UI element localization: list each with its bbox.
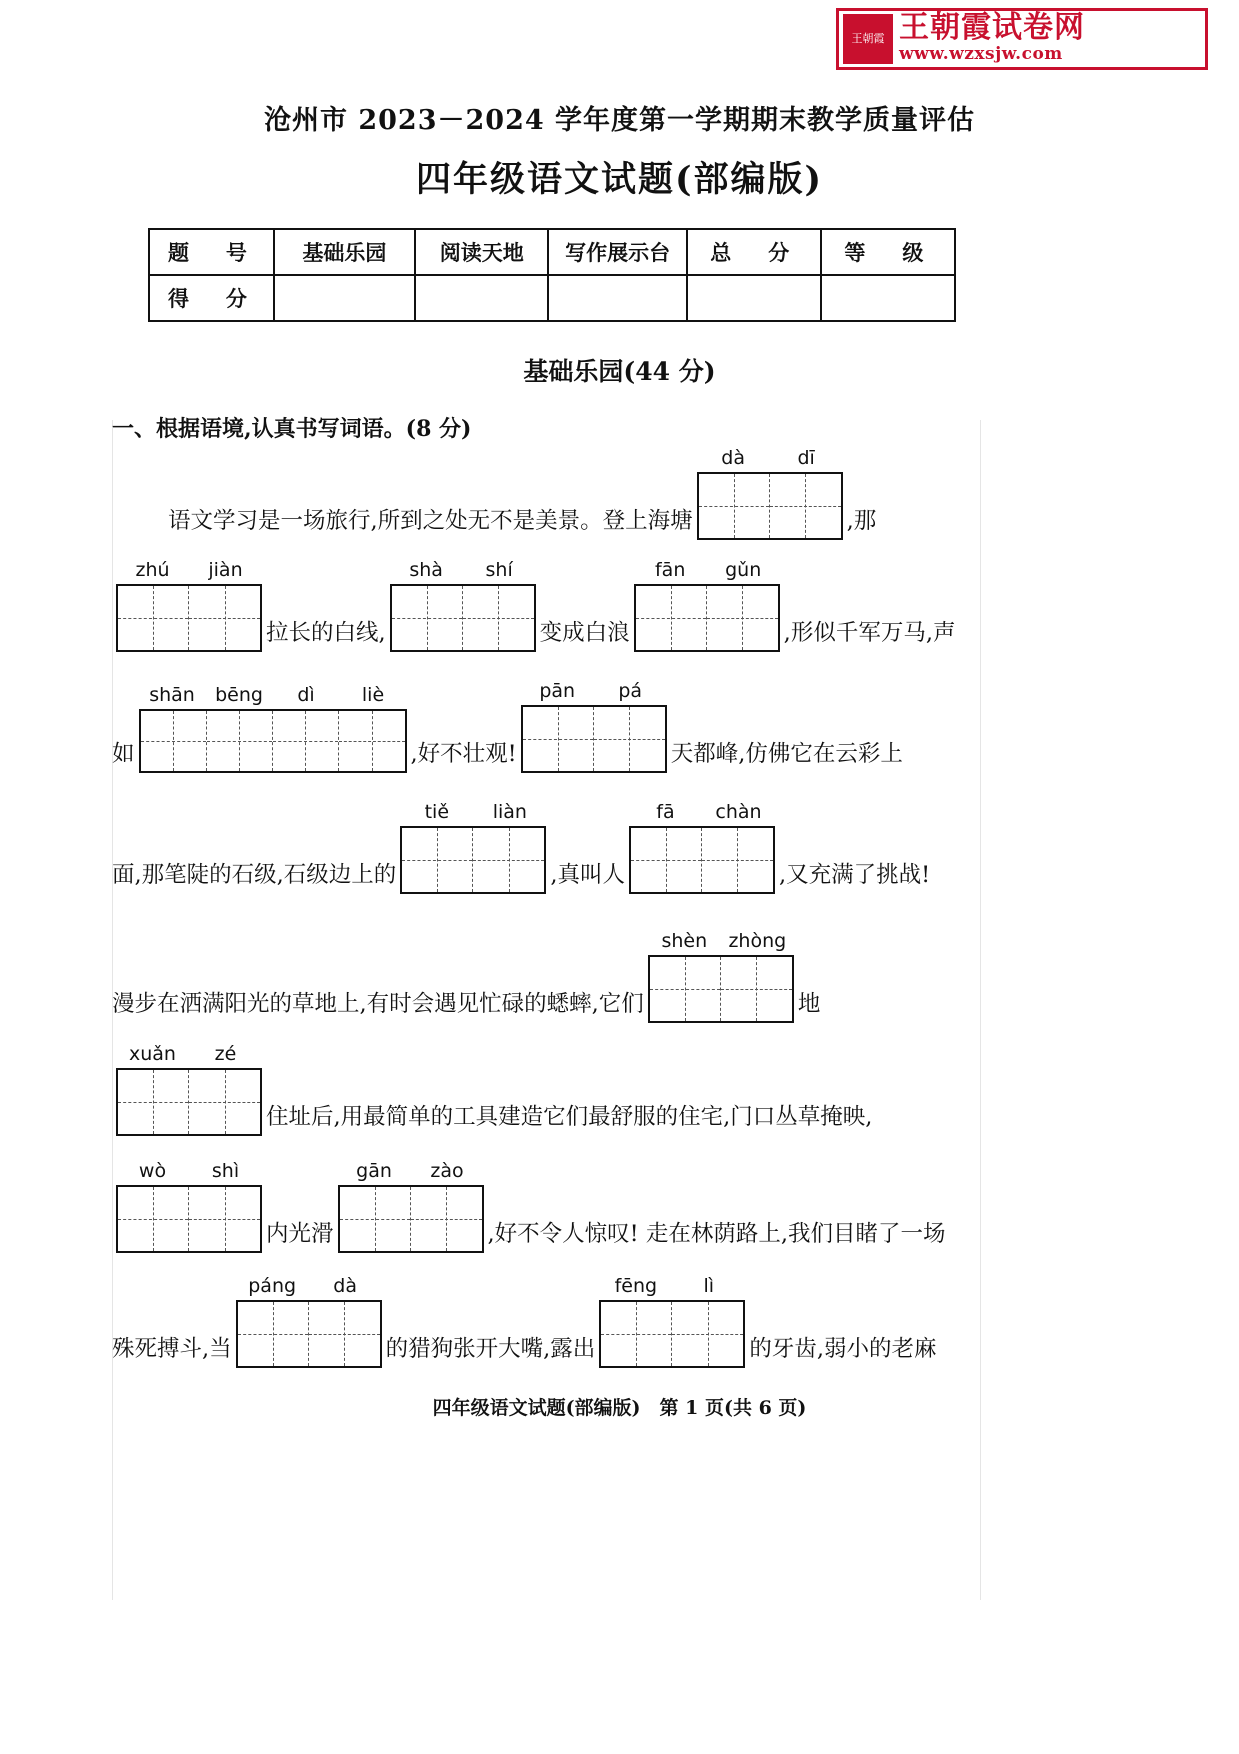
- q1-text-11: ,又充满了挑战!: [778, 862, 931, 889]
- brand-text: [899, 9, 1085, 65]
- question-1-title: 一、根据语境,认真书写词语。(8 分): [112, 416, 472, 442]
- writing-cell[interactable]: [636, 586, 707, 650]
- writing-cells-b14[interactable]: [599, 1300, 745, 1368]
- pinyin-box-b4[interactable]: [634, 559, 780, 652]
- writing-cells-b7[interactable]: [400, 826, 546, 894]
- writing-cell[interactable]: [594, 707, 665, 771]
- q1-text-7: ,好不壮观!: [410, 741, 517, 768]
- page-title-line1: 沧州市 2023－2024 学年度第一学期期末教学质量评估: [263, 105, 976, 136]
- q1-text-10: ,真叫人: [550, 862, 625, 889]
- pinyin-box-b12[interactable]: [338, 1160, 484, 1253]
- table-row: [149, 275, 955, 321]
- score-table-row-label: 题 号: [149, 229, 274, 275]
- q1-text-6: 如: [112, 741, 135, 768]
- pinyin-label-b8: fā chàn: [656, 801, 762, 824]
- writing-cells-b3[interactable]: [390, 584, 536, 652]
- writing-cell[interactable]: [523, 707, 594, 771]
- pinyin-label-b14: fēng lì: [614, 1275, 715, 1298]
- writing-cells-b8[interactable]: [629, 826, 775, 894]
- section-title: 基础乐园(44 分): [523, 357, 716, 386]
- page-footer: 四年级语文试题(部编版) 第 1 页(共 6 页): [432, 1397, 807, 1419]
- q1-line-1: [168, 447, 877, 540]
- pinyin-label-b1: dà dī: [721, 447, 815, 470]
- q1-text-3: 拉长的白线,: [266, 620, 386, 647]
- brand-logo: [836, 8, 1208, 70]
- score-cell-3[interactable]: [687, 275, 821, 321]
- writing-cell[interactable]: [463, 586, 534, 650]
- score-table: [148, 228, 956, 322]
- score-table-header-1: 阅读天地: [415, 229, 548, 275]
- score-table-header-0: 基础乐园: [274, 229, 415, 275]
- q1-text-9: 面,那笔陡的石级,石级边上的: [112, 862, 397, 889]
- writing-cells-b12[interactable]: [338, 1185, 484, 1253]
- pinyin-label-b2: zhú jiàn: [135, 559, 243, 582]
- writing-cell[interactable]: [339, 711, 405, 771]
- q1-text-17: 殊死搏斗,当: [112, 1336, 232, 1363]
- q1-line-3: [112, 680, 903, 773]
- writing-cells-b9[interactable]: [648, 955, 794, 1023]
- writing-cell[interactable]: [707, 586, 778, 650]
- pinyin-label-b12: gān zào: [356, 1160, 464, 1183]
- writing-cell[interactable]: [672, 1302, 743, 1366]
- pinyin-box-b9[interactable]: [648, 930, 794, 1023]
- writing-cell[interactable]: [473, 828, 544, 892]
- writing-cells-b13[interactable]: [236, 1300, 382, 1368]
- q1-text-12: 漫步在洒满阳光的草地上,有时会遇见忙碌的蟋蟀,它们: [112, 991, 644, 1018]
- q1-text-8: 天都峰,仿佛它在云彩上: [670, 741, 903, 768]
- writing-cell[interactable]: [141, 711, 207, 771]
- writing-cell[interactable]: [273, 711, 339, 771]
- writing-cell[interactable]: [189, 1070, 260, 1134]
- writing-cell[interactable]: [118, 1070, 189, 1134]
- pinyin-box-b3[interactable]: [390, 559, 536, 652]
- writing-cell[interactable]: [189, 1187, 260, 1251]
- brand-name: 王朝霞试卷网: [899, 9, 1085, 45]
- table-row: [149, 229, 955, 275]
- pinyin-label-b3: shà shí: [409, 559, 513, 582]
- pinyin-label-b11: wò shì: [138, 1160, 240, 1183]
- q1-line-8: [112, 1275, 937, 1368]
- pinyin-label-b7: tiě liàn: [424, 801, 527, 824]
- pinyin-label-b6: pān pá: [539, 680, 643, 703]
- score-cell-4[interactable]: [821, 275, 955, 321]
- writing-cell[interactable]: [118, 586, 189, 650]
- q1-text-14: 住址后,用最简单的工具建造它们最舒服的住宅,门口丛草掩映,: [266, 1104, 873, 1131]
- q1-text-4: 变成白浪: [539, 620, 630, 647]
- score-cell-2[interactable]: [548, 275, 686, 321]
- pinyin-label-b13: páng dà: [248, 1275, 358, 1298]
- pinyin-label-b5: shān bēng dì liè: [149, 684, 385, 707]
- writing-cell[interactable]: [702, 828, 773, 892]
- writing-cells-b5[interactable]: [139, 709, 407, 773]
- writing-cell[interactable]: [189, 586, 260, 650]
- pinyin-box-b14[interactable]: [599, 1275, 745, 1368]
- score-cell-1[interactable]: [415, 275, 548, 321]
- writing-cell[interactable]: [650, 957, 721, 1021]
- q1-line-7: [112, 1160, 946, 1253]
- q1-line-2: [112, 559, 956, 652]
- pinyin-label-b10: xuǎn zé: [129, 1043, 237, 1066]
- writing-cell[interactable]: [238, 1302, 309, 1366]
- q1-text-16: ,好不令人惊叹! 走在林荫路上,我们目睹了一场: [487, 1221, 946, 1248]
- writing-cell[interactable]: [770, 474, 841, 538]
- pinyin-box-b13[interactable]: [236, 1275, 382, 1368]
- pinyin-box-b7[interactable]: [400, 801, 546, 894]
- q1-text-13: 地: [797, 991, 821, 1018]
- writing-cell[interactable]: [411, 1187, 482, 1251]
- brand-url: www.wzxsjw.com: [899, 43, 1063, 64]
- writing-cell[interactable]: [207, 711, 273, 771]
- writing-cell[interactable]: [631, 828, 702, 892]
- score-table-header-4: 等 级: [821, 229, 955, 275]
- score-cell-0[interactable]: [274, 275, 415, 321]
- q1-text-19: 的牙齿,弱小的老麻: [749, 1336, 937, 1363]
- pinyin-label-b4: fān gǔn: [654, 559, 762, 582]
- pinyin-box-b8[interactable]: [629, 801, 775, 894]
- pinyin-box-b11[interactable]: [116, 1160, 262, 1253]
- pinyin-box-b1[interactable]: [697, 447, 843, 540]
- scan-artifact-line: [980, 420, 981, 1600]
- seal-icon: 王朝霞: [843, 14, 893, 64]
- writing-cell[interactable]: [340, 1187, 411, 1251]
- pinyin-box-b5[interactable]: [139, 684, 407, 773]
- writing-cells-b6[interactable]: [521, 705, 667, 773]
- writing-cells-b10[interactable]: [116, 1068, 262, 1136]
- page-title-line2: 四年级语文试题(部编版): [415, 159, 824, 200]
- writing-cell[interactable]: [402, 828, 473, 892]
- writing-cell[interactable]: [118, 1187, 189, 1251]
- writing-cell[interactable]: [601, 1302, 672, 1366]
- q1-text-1: 语文学习是一场旅行,所到之处无不是美景。登上海塘: [168, 508, 693, 535]
- q1-text-5: ,形似千军万马,声: [783, 620, 956, 647]
- q1-line-5: [112, 930, 821, 1023]
- q1-line-4: [112, 801, 931, 894]
- pinyin-box-b10[interactable]: [116, 1043, 262, 1136]
- q1-text-15: 内光滑: [266, 1221, 334, 1248]
- writing-cells-b1[interactable]: [697, 472, 843, 540]
- writing-cells-b4[interactable]: [634, 584, 780, 652]
- score-table-header-2: 写作展示台: [548, 229, 686, 275]
- pinyin-box-b6[interactable]: [521, 680, 667, 773]
- score-table-header-3: 总 分: [687, 229, 821, 275]
- writing-cell[interactable]: [392, 586, 463, 650]
- pinyin-box-b2[interactable]: [116, 559, 262, 652]
- writing-cells-b11[interactable]: [116, 1185, 262, 1253]
- pinyin-label-b9: shèn zhòng: [661, 930, 787, 953]
- writing-cells-b2[interactable]: [116, 584, 262, 652]
- score-table-row-label-2: 得 分: [149, 275, 274, 321]
- q1-text-2: ,那: [846, 508, 877, 535]
- q1-line-6: [112, 1043, 873, 1136]
- q1-text-18: 的猎狗张开大嘴,露出: [385, 1336, 596, 1363]
- writing-cell[interactable]: [721, 957, 792, 1021]
- writing-cell[interactable]: [699, 474, 770, 538]
- writing-cell[interactable]: [309, 1302, 380, 1366]
